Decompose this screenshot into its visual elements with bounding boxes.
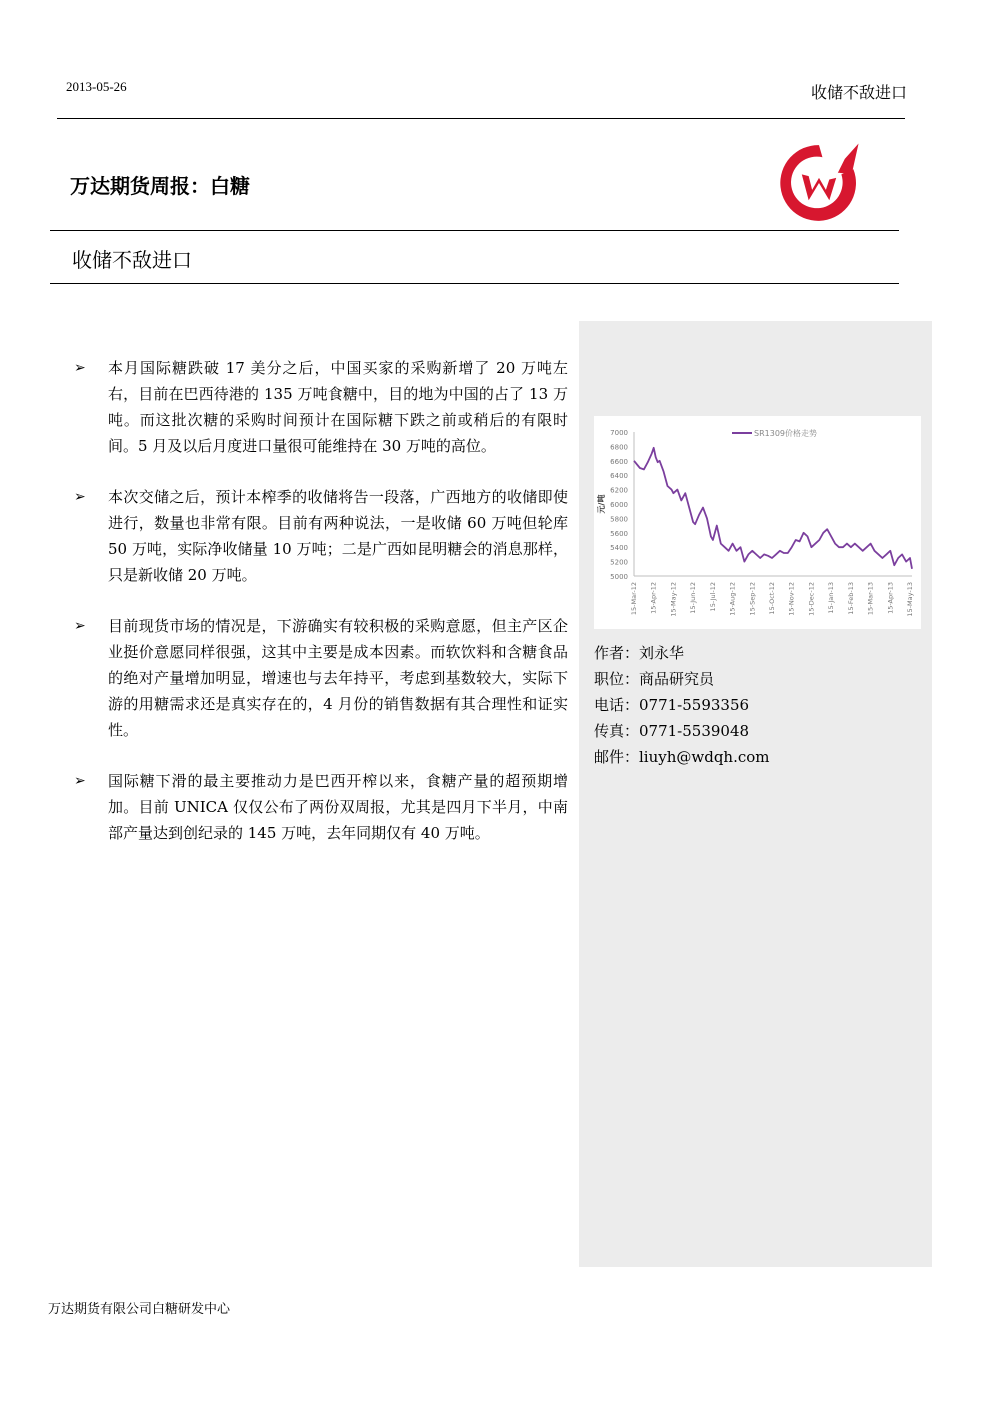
x-tick-label: 15-May-13: [906, 582, 915, 617]
y-tick-label: 5600: [610, 529, 628, 538]
x-tick-label: 15-Mar-12: [630, 582, 638, 616]
report-subtitle: 收储不敌进口: [72, 248, 192, 272]
x-tick-label: 15-Mar-13: [866, 582, 875, 616]
x-tick-label: 15-May-12: [669, 582, 678, 617]
y-tick-label: 5800: [610, 515, 628, 524]
y-tick-label: 6200: [610, 486, 628, 495]
x-tick-label: 15-Jul-12: [708, 582, 717, 612]
legend-label: SR1309价格走势: [754, 429, 817, 438]
x-tick-label: 15-Nov-12: [787, 582, 796, 616]
company-logo: [776, 140, 862, 226]
bullet-item: [74, 768, 568, 846]
author-name: 作者：刘永华: [594, 644, 685, 662]
y-tick-label: 6800: [610, 443, 628, 452]
report-title: 万达期货周报：白糖: [70, 174, 250, 198]
y-tick-label: 5200: [610, 558, 628, 567]
x-tick-label: 15-Jun-12: [689, 582, 698, 614]
x-tick-label: 15-Sep-12: [748, 582, 757, 616]
author-fax: 传真：0771-5539048: [594, 722, 750, 740]
y-tick-label: 5000: [610, 573, 628, 581]
bullet-marker-icon: ➢: [74, 489, 86, 505]
bullet-text: 本月国际糖跌破 17 美分之后，中国买家的采购新增了 20 万吨左右，目前在巴西待港的 135 万吨食糖中，目的地为中国的占了 13 万吨。而这批次糖的采购时间预计在国际糖下跌之前或稍后的有限时间。5 月及以后月度进口量很可能维持在 30 万吨的高位。: [108, 359, 568, 455]
header-divider: [57, 118, 905, 119]
bullet-marker-icon: ➢: [74, 618, 86, 634]
author-email[interactable]: 邮件：liuyh@wdqh.com: [594, 748, 770, 766]
y-tick-label: 7000: [610, 429, 628, 437]
bullet-item: [74, 613, 568, 743]
header-report-title: 收储不敌进口: [810, 83, 907, 102]
y-tick-label: 6400: [610, 472, 628, 481]
y-tick-label: 6000: [610, 501, 628, 509]
author-phone: 电话：0771-5593356: [594, 696, 750, 714]
title-divider: [50, 230, 899, 231]
x-tick-label: 15-Oct-12: [768, 582, 777, 615]
bullet-item: [74, 484, 568, 588]
bullet-text: 本次交储之后，预计本榨季的收储将告一段落，广西地方的收储即使进行，数量也非常有限。目前有两种说法，一是收储 60 万吨但轮库 50 万吨，实际净收储量 10 万吨；二是广西如昆明糖会的消息那样，只是新收储 20 万吨。: [108, 488, 568, 584]
footer-org: 万达期货有限公司白糖研发中心: [48, 1302, 231, 1317]
price-chart-svg: [594, 416, 921, 629]
price-chart: [594, 416, 921, 629]
bullet-text: 目前现货市场的情况是，下游确实有较积极的采购意愿，但主产区企业挺价意愿同样很强，这其中主要是成本因素。而软饮料和含糖食品的绝对产量增加明显，增速也与去年持平，考虑到基数较大，实际下游的用糖需求还是真实存在的，4 月份的销售数据有其合理性和证实性。: [108, 617, 568, 739]
bullet-list: [74, 355, 568, 871]
x-tick-label: 15-Aug-12: [728, 582, 737, 616]
y-tick-label: 6600: [610, 457, 628, 466]
x-tick-label: 15-Apr-12: [649, 582, 658, 614]
subtitle-divider: [50, 283, 899, 284]
bullet-item: [74, 355, 568, 459]
bullet-marker-icon: ➢: [74, 360, 86, 376]
x-tick-label: 15-Feb-13: [846, 582, 855, 615]
y-tick-label: 5400: [610, 544, 628, 553]
bullet-marker-icon: ➢: [74, 773, 86, 789]
author-info: [594, 640, 770, 770]
bullet-text: 国际糖下滑的最主要推动力是巴西开榨以来，食糖产量的超预期增加。目前 UNICA 仅仅公布了两份双周报，尤其是四月下半月，中南部产量达到创纪录的 145 万吨，去年同期仅有 40 万吨。: [108, 772, 568, 842]
x-tick-label: 15-Apr-13: [886, 582, 895, 614]
x-tick-label: 15-Dec-12: [807, 582, 816, 616]
author-position: 职位：商品研究员: [594, 670, 715, 688]
logo-w: [802, 174, 836, 200]
series-line-sr1309: [634, 448, 912, 569]
header-date: 2013-05-26: [66, 79, 127, 94]
y-axis-label: 元/吨: [597, 494, 606, 514]
x-tick-label: 15-Jan-13: [827, 582, 836, 614]
